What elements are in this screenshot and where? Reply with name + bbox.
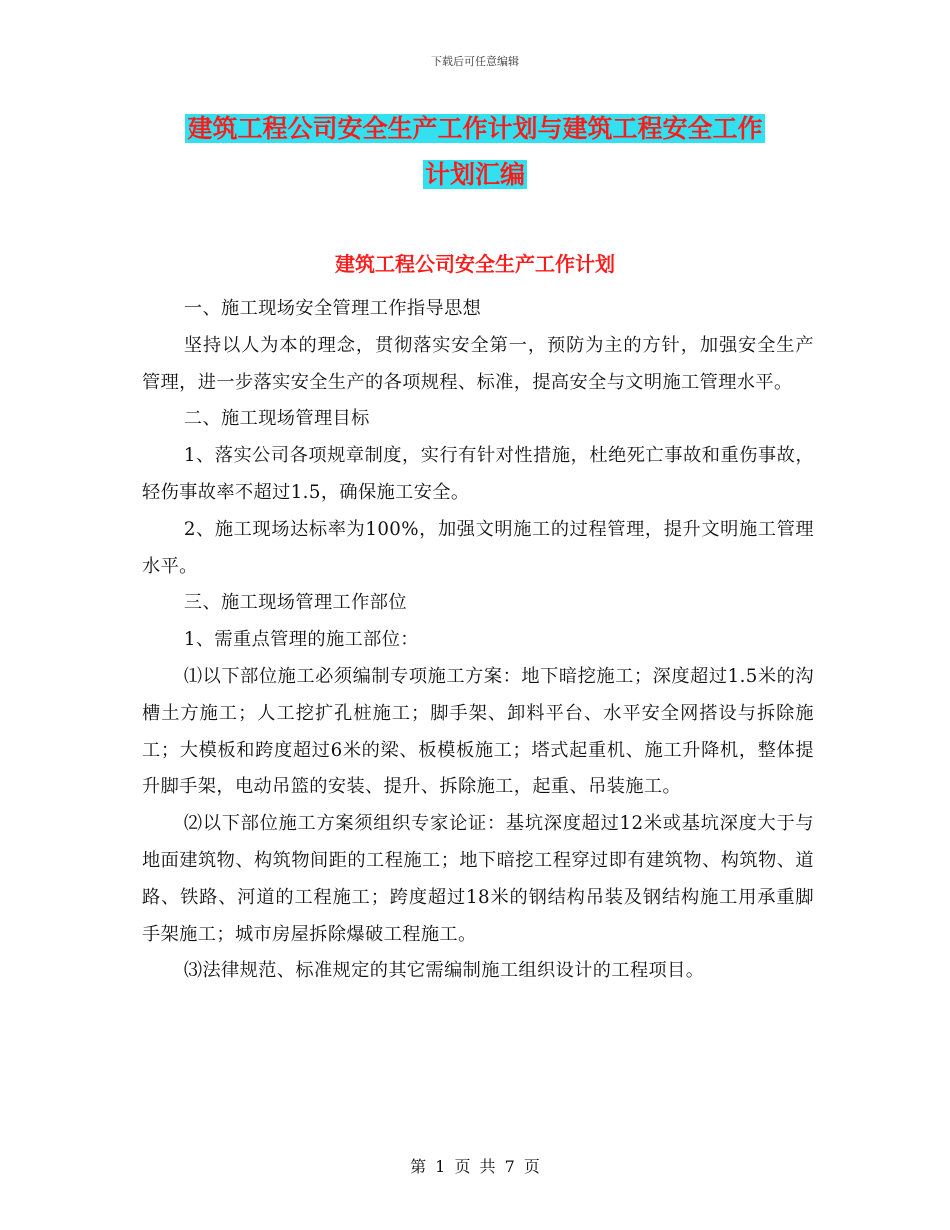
section-title: 建筑工程公司安全生产工作计划	[335, 252, 615, 276]
paragraph-goal-1: 1、落实公司各项规章制度，实行有针对性措施，杜绝死亡事故和重伤事故，轻伤事故率不超过1.5，确保施工安全。	[142, 445, 814, 503]
header-note: 下载后可任意编辑	[431, 55, 519, 68]
document-body	[142, 291, 814, 990]
heading-guiding-thought: 一、施工现场安全管理工作指导思想	[183, 298, 482, 319]
paragraph-item-2: ⑵以下部位施工方案须组织专家论证：基坑深度超过12米或基坑深度大于与地面建筑物、构筑物间距的工程施工；地下暗挖工程穿过即有建筑物、构筑物、道路、铁路、河道的工程施工；跨度超过18米的钢结构吊装及钢结构施工用承重脚手架施工；城市房屋拆除爆破工程施工。	[142, 813, 814, 945]
document-title-line-1	[0, 111, 950, 147]
document-title-text-2: 计划汇编	[424, 160, 525, 189]
document-title-text-1: 建筑工程公司安全生产工作计划与建筑工程安全工作	[187, 114, 763, 143]
paragraph-item-3: ⑶法律规范、标准规定的其它需编制施工组织设计的工程项目。	[183, 960, 705, 982]
page-number: 第 1 页 共 7 页	[410, 1157, 540, 1176]
paragraph-goal-2: 2、施工现场达标率为100%，加强文明施工的过程管理，提升文明施工管理水平。	[142, 518, 814, 577]
paragraph-item-1: ⑴以下部位施工必须编制专项施工方案：地下暗挖施工；深度超过1.5米的沟槽土方施工；人工挖扩孔桩施工；脚手架、卸料平台、水平安全网搭设与拆除施工；大模板和跨度超过6米的梁、板模板施工；塔式起重机、施工升降机，整体提升脚手架，电动吊篮的安装、提升、拆除施工，起重、吊装施工。	[142, 665, 814, 798]
heading-work-areas: 三、施工现场管理工作部位	[183, 592, 407, 614]
paragraph-guiding-thought: 坚持以人为本的理念，贯彻落实安全第一，预防为主的方针，加强安全生产管理，进一步落实安全生产的各项规程、标准，提高安全与文明施工管理水平。	[142, 334, 814, 393]
heading-management-goals: 二、施工现场管理目标	[183, 408, 370, 430]
document-title-line-2	[0, 157, 950, 193]
paragraph-key-areas: 1、需重点管理的施工部位：	[183, 629, 419, 651]
